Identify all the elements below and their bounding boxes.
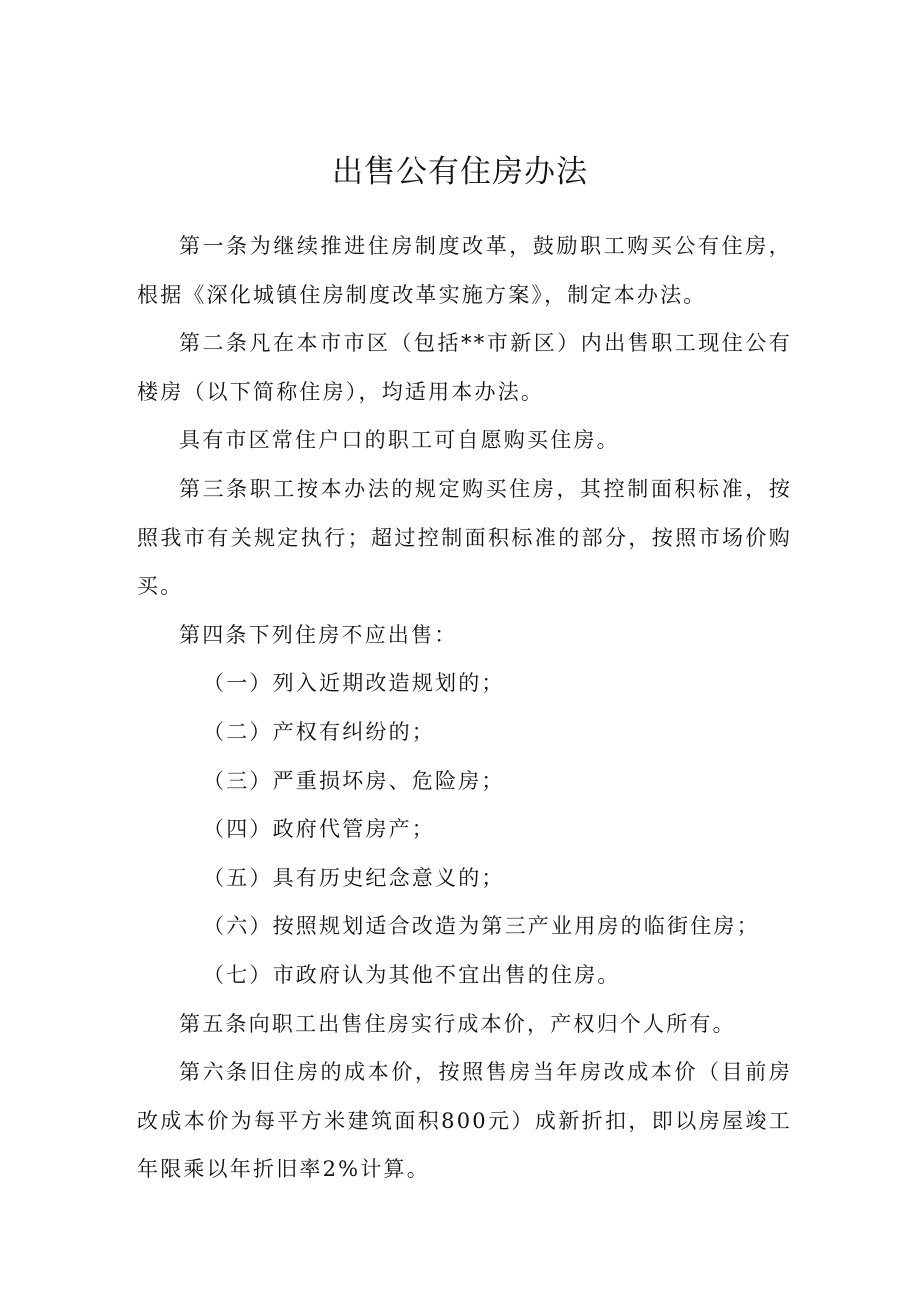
article-5-paragraph: 第五条向职工出售住房实行成本价，产权归个人所有。 [179,1011,736,1036]
document-body [137,222,792,1194]
list-item: （五）具有历史纪念意义的； [203,865,505,890]
article-2-paragraph: 第二条凡在本市市区（包括**市新区）内出售职工现住公有楼房（以下简称住房），均适用本办法。 [137,331,792,404]
eligibility-paragraph: 具有市区常住户口的职工可自愿购买住房。 [179,428,620,453]
article-6-paragraph: 第六条旧住房的成本价，按照售房当年房改成本价（目前房改成本价为每平方米建筑面积800元）成新折扣，即以房屋竣工年限乘以年折旧率2%计算。 [137,1060,792,1182]
list-item: （二）产权有纠纷的； [203,719,435,744]
list-item: （三）严重损坏房、危险房； [203,768,505,793]
list-item: （六）按照规划适合改造为第三产业用房的临街住房； [203,914,760,939]
list-item: （七）市政府认为其他不宜出售的住房。 [203,962,621,987]
article-1-paragraph: 第一条为继续推进住房制度改革，鼓励职工购买公有住房，根据《深化城镇住房制度改革实施方案》，制定本办法。 [137,234,792,307]
article-4-paragraph: 第四条下列住房不应出售： [179,622,458,647]
article-3-paragraph: 第三条职工按本办法的规定购买住房，其控制面积标准，按照我市有关规定执行；超过控制面积标准的部分，按照市场价购买。 [137,476,792,599]
list-item: （四）政府代管房产； [203,817,435,842]
list-item: （一）列入近期改造规划的； [203,671,505,696]
document-title: 出售公有住房办法 [332,154,588,190]
